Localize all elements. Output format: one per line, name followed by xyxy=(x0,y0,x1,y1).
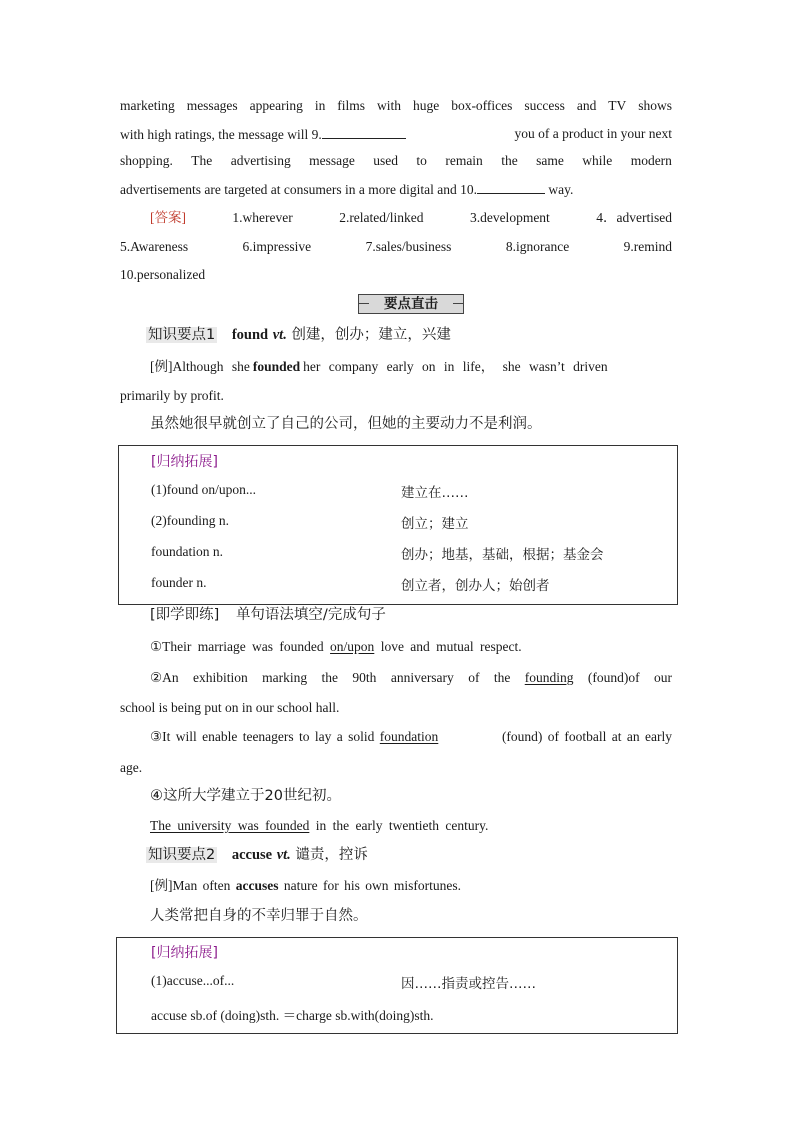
example-label: [例] xyxy=(150,359,173,374)
word: The xyxy=(191,153,213,168)
box-entry-en: accuse sb.of (doing)sth. ＝charge sb.with(doing)sth. xyxy=(151,1008,434,1023)
answer-item: 1.wherever xyxy=(232,210,293,225)
answer-item: 9.remind xyxy=(623,239,672,254)
word: to xyxy=(416,153,427,168)
example-text: nature for his own misfortunes. xyxy=(278,878,461,893)
word: films xyxy=(337,98,366,113)
practice-label: [即学即练] xyxy=(150,607,220,623)
box-title: [归纳拓展] xyxy=(151,945,218,961)
word: 90th xyxy=(352,670,377,685)
summary-box-2 xyxy=(116,937,678,1034)
practice-q2-line2: school is being put on in our school hall. xyxy=(120,700,340,715)
summary-box-1 xyxy=(118,445,678,605)
answer-item: 2.related/linked xyxy=(339,210,424,225)
box-entry-cn: 创立；建立 xyxy=(401,516,469,532)
question-text: ①Their marriage was founded xyxy=(150,639,331,654)
practice-q4: ④这所大学建立于20世纪初。 xyxy=(150,788,341,804)
word: in xyxy=(314,98,326,113)
answer-underlined: on/upon xyxy=(330,639,375,654)
box-entry-en: (1)accuse...of... xyxy=(151,973,235,988)
word: exhibition xyxy=(193,670,248,685)
word: same xyxy=(536,153,564,168)
point2-heading xyxy=(146,845,368,865)
word: appearing xyxy=(249,98,303,113)
question-text: (found) of football at an early xyxy=(501,729,672,744)
word: the xyxy=(493,670,511,685)
practice-q4-answer xyxy=(150,816,488,836)
word: modern xyxy=(630,153,672,168)
word: marketing xyxy=(120,98,175,113)
point1-heading xyxy=(146,325,451,345)
practice-heading xyxy=(150,605,386,625)
practice-q3 xyxy=(150,727,672,747)
word: message xyxy=(309,153,355,168)
point-tag: 知识要点2 xyxy=(148,847,216,863)
word: with xyxy=(377,98,402,113)
box-entry-en: founder n. xyxy=(151,575,207,590)
practice-q3-cont: age. xyxy=(120,760,143,775)
point2-translation: 人类常把自身的不幸归罪于自然。 xyxy=(150,908,368,924)
passage-text: way. xyxy=(548,182,574,197)
word: advertising xyxy=(230,153,291,168)
question-text: ③It will enable teenagers to lay a solid xyxy=(150,729,380,744)
example-text: [例]Man often xyxy=(150,878,236,893)
answer-underlined: foundation xyxy=(379,729,439,744)
box-entry-en: (1)found on/upon... xyxy=(151,482,256,497)
section-title: 要点直击 xyxy=(358,294,464,314)
box-entry-cn: 建立在…… xyxy=(401,485,469,501)
passage-text: you of a product in your next xyxy=(514,126,672,141)
word: remain xyxy=(445,153,483,168)
box-title: [归纳拓展] xyxy=(151,454,218,470)
word: ②An xyxy=(150,670,179,685)
blank-9[interactable] xyxy=(322,124,406,139)
word: (found)of xyxy=(587,670,640,685)
answer-item: 3.development xyxy=(469,210,550,225)
passage-line-3 xyxy=(120,151,672,171)
word: while xyxy=(582,153,613,168)
box-entry-cn: 创办；地基，基础，根据；基金会 xyxy=(401,547,604,563)
answer-underlined: founding xyxy=(524,670,574,685)
point-tag: 知识要点1 xyxy=(148,327,216,343)
example-keyword: accuses xyxy=(235,878,279,893)
word: messages xyxy=(186,98,238,113)
passage-text: advertisements are targeted at consumers in a more digital and 10. xyxy=(120,182,478,197)
example-text: Although she xyxy=(172,359,250,374)
word: the xyxy=(321,670,339,685)
point-meaning: 谴责，控诉 xyxy=(295,847,368,863)
word: huge xyxy=(412,98,440,113)
passage-line-1 xyxy=(120,96,672,116)
passage-line-4 xyxy=(120,179,573,200)
example-keyword: founded xyxy=(252,359,301,374)
question-text: love and mutual respect. xyxy=(374,639,522,654)
answer-item: 7.sales/business xyxy=(365,239,452,254)
point-pos: vt. xyxy=(276,847,291,863)
word: success xyxy=(524,98,565,113)
question-text: in the early twentieth century. xyxy=(309,818,489,833)
word: and xyxy=(576,98,597,113)
word: box-offices xyxy=(451,98,513,113)
answers-row-2 xyxy=(120,237,672,257)
passage-text: with high ratings, the message will 9. xyxy=(120,127,322,142)
point1-example xyxy=(150,357,672,377)
word: TV xyxy=(608,98,627,113)
word: shows xyxy=(638,98,672,113)
word: of xyxy=(468,670,480,685)
answer-item: 8.ignorance xyxy=(505,239,570,254)
box-entry-en: foundation n. xyxy=(151,544,223,559)
word: used xyxy=(373,153,398,168)
point-word: accuse xyxy=(231,847,273,863)
answers-row-3: 10.personalized xyxy=(120,267,206,282)
answer-underlined: The university was founded xyxy=(150,818,310,833)
answer-item: 5.Awareness xyxy=(120,239,189,254)
word: anniversary xyxy=(390,670,454,685)
word: our xyxy=(654,670,672,685)
word: the xyxy=(501,153,518,168)
example-text: her company early on in life， she wasn’t driven xyxy=(303,359,608,374)
practice-q2-line1 xyxy=(150,668,672,688)
answer-label: [答案] xyxy=(150,210,186,225)
practice-title: 单句语法填空/完成句子 xyxy=(235,607,386,623)
answer-item: 6.impressive xyxy=(242,239,312,254)
word: shopping. xyxy=(120,153,173,168)
point2-example xyxy=(150,876,461,896)
point-pos: vt. xyxy=(272,327,287,343)
answer-item: 4．advertised xyxy=(596,210,672,225)
point1-translation: 虽然她很早就创立了自己的公司，但她的主要动力不是利润。 xyxy=(150,416,542,432)
passage-line-2 xyxy=(120,124,672,145)
box-entry-cn: 因……指责或控告…… xyxy=(401,976,536,992)
box-entry-cn: 创立者，创办人；始创者 xyxy=(401,578,550,594)
answers-row-1 xyxy=(120,208,672,228)
point1-example-cont: primarily by profit. xyxy=(120,388,224,403)
blank-10[interactable] xyxy=(477,179,545,194)
practice-q1 xyxy=(150,637,522,657)
point-word: found xyxy=(231,327,269,343)
point-meaning: 创建，创办；建立，兴建 xyxy=(291,327,451,343)
word: marking xyxy=(262,670,308,685)
box-entry-en: (2)founding n. xyxy=(151,513,229,528)
